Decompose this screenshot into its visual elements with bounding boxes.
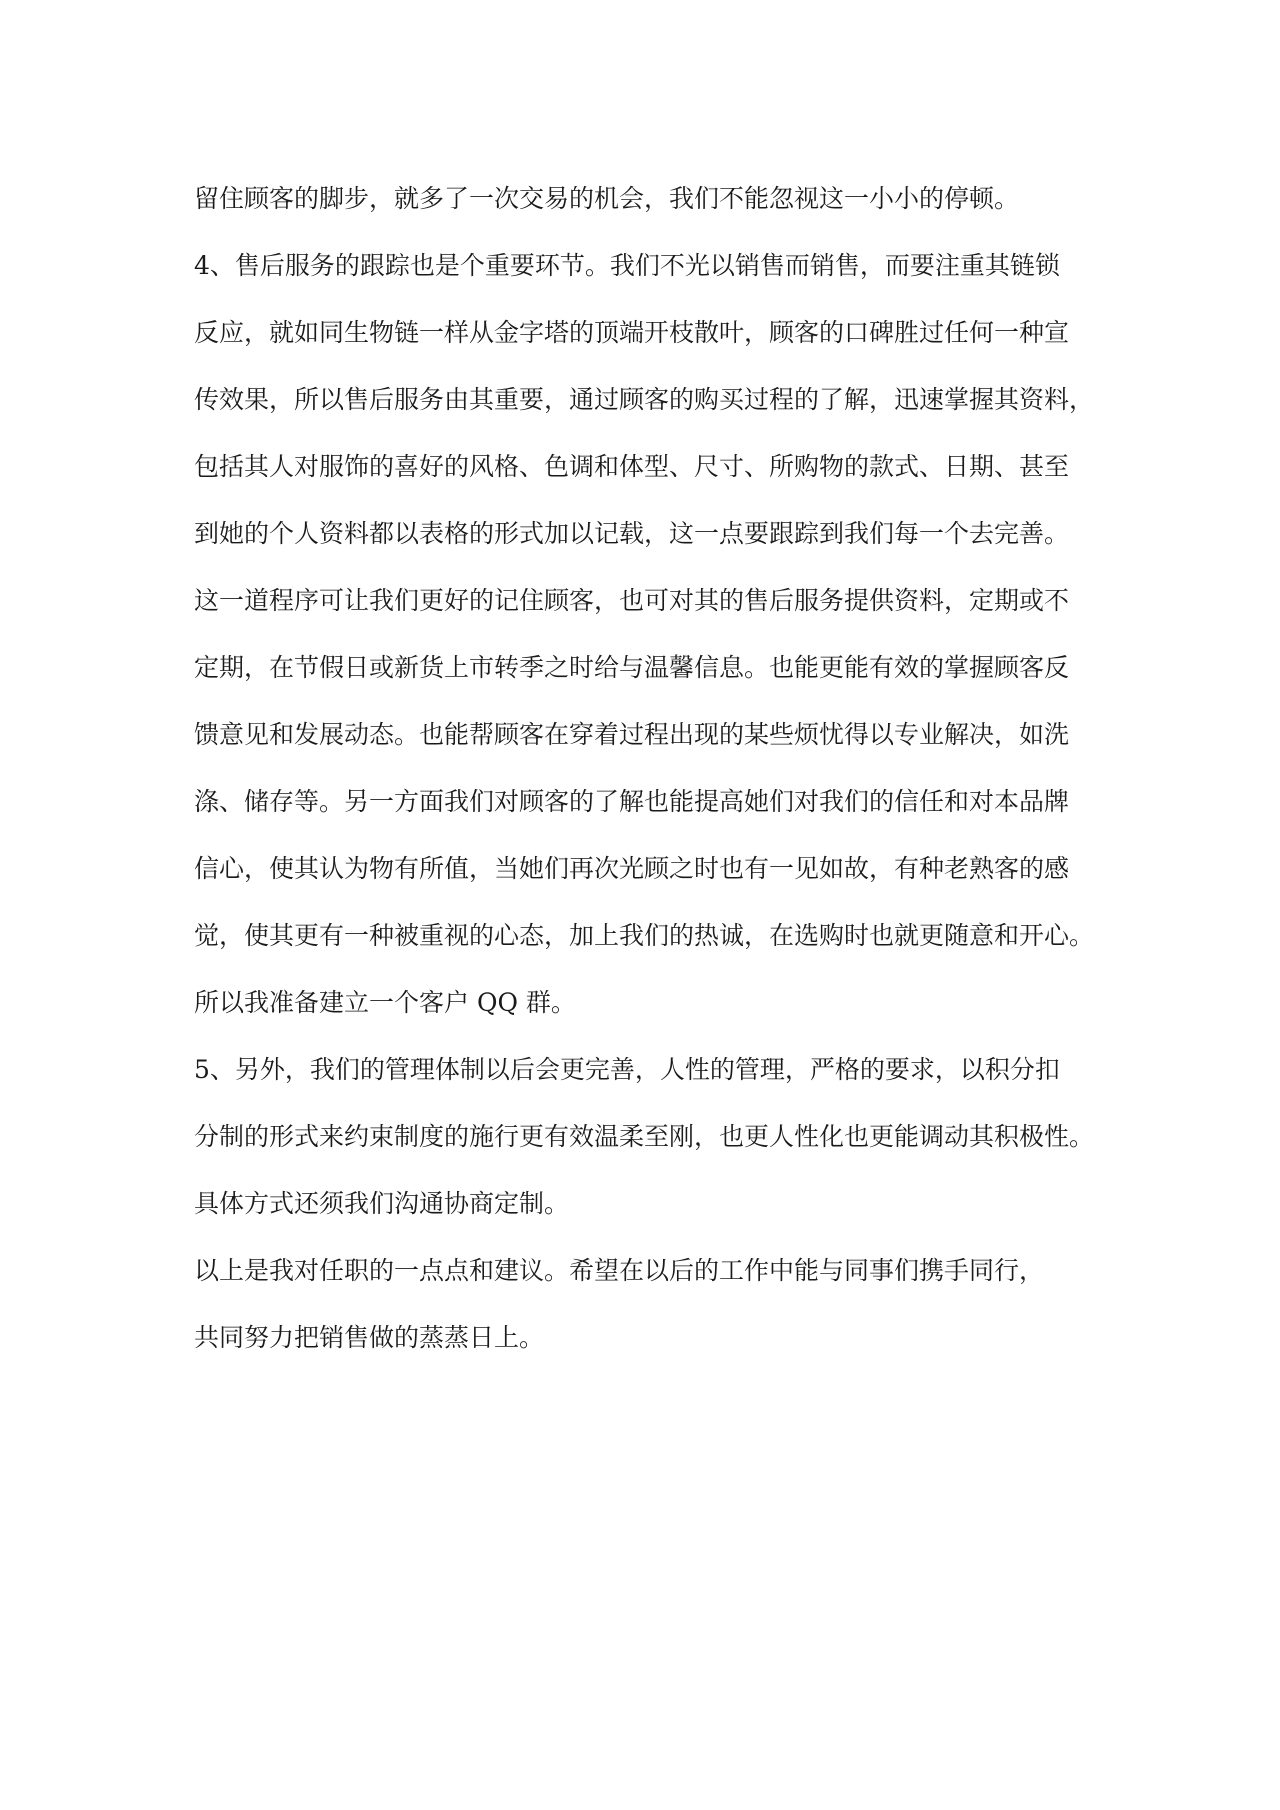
text-line: 觉，使其更有一种被重视的心态，加上我们的热诚，在选购时也就更随意和开心。 <box>194 921 1095 950</box>
text-line: 这一道程序可让我们更好的记住顾客，也可对其的售后服务提供资料，定期或不 <box>194 586 1070 615</box>
text-line: 5、另外，我们的管理体制以后会更完善，人性的管理，严格的要求，以积分扣 <box>194 1055 1060 1084</box>
text-line: 反应，就如同生物链一样从金字塔的顶端开枝散叶，顾客的口碑胜过任何一种宣 <box>194 318 1070 347</box>
text-line: 具体方式还须我们沟通协商定制。 <box>194 1189 570 1218</box>
body-text <box>194 165 1124 1371</box>
text-line: 共同努力把销售做的蒸蒸日上。 <box>194 1323 545 1352</box>
text-line: 所以我准备建立一个客户 QQ 群。 <box>194 988 576 1017</box>
text-line: 传效果，所以售后服务由其重要，通过顾客的购买过程的了解，迅速掌握其资料， <box>194 385 1095 414</box>
text-line: 信心，使其认为物有所值，当她们再次光顾之时也有一见如故，有种老熟客的感 <box>194 854 1070 883</box>
text-line: 分制的形式来约束制度的施行更有效温柔至刚，也更人性化也更能调动其积极性。 <box>194 1122 1095 1151</box>
text-line: 到她的个人资料都以表格的形式加以记载，这一点要跟踪到我们每一个去完善。 <box>194 519 1070 548</box>
text-line: 馈意见和发展动态。也能帮顾客在穿着过程出现的某些烦忧得以专业解决，如洗 <box>194 720 1070 749</box>
text-line: 定期，在节假日或新货上市转季之时给与温馨信息。也能更能有效的掌握顾客反 <box>194 653 1070 682</box>
text-line: 留住顾客的脚步，就多了一次交易的机会，我们不能忽视这一小小的停顿。 <box>194 184 1020 213</box>
text-line: 包括其人对服饰的喜好的风格、色调和体型、尺寸、所购物的款式、日期、甚至 <box>194 452 1070 481</box>
text-line: 4、售后服务的跟踪也是个重要环节。我们不光以销售而销售，而要注重其链锁 <box>194 251 1060 280</box>
text-line: 涤、储存等。另一方面我们对顾客的了解也能提高她们对我们的信任和对本品牌 <box>194 787 1070 816</box>
text-line: 以上是我对任职的一点点和建议。希望在以后的工作中能与同事们携手同行， <box>194 1256 1045 1285</box>
